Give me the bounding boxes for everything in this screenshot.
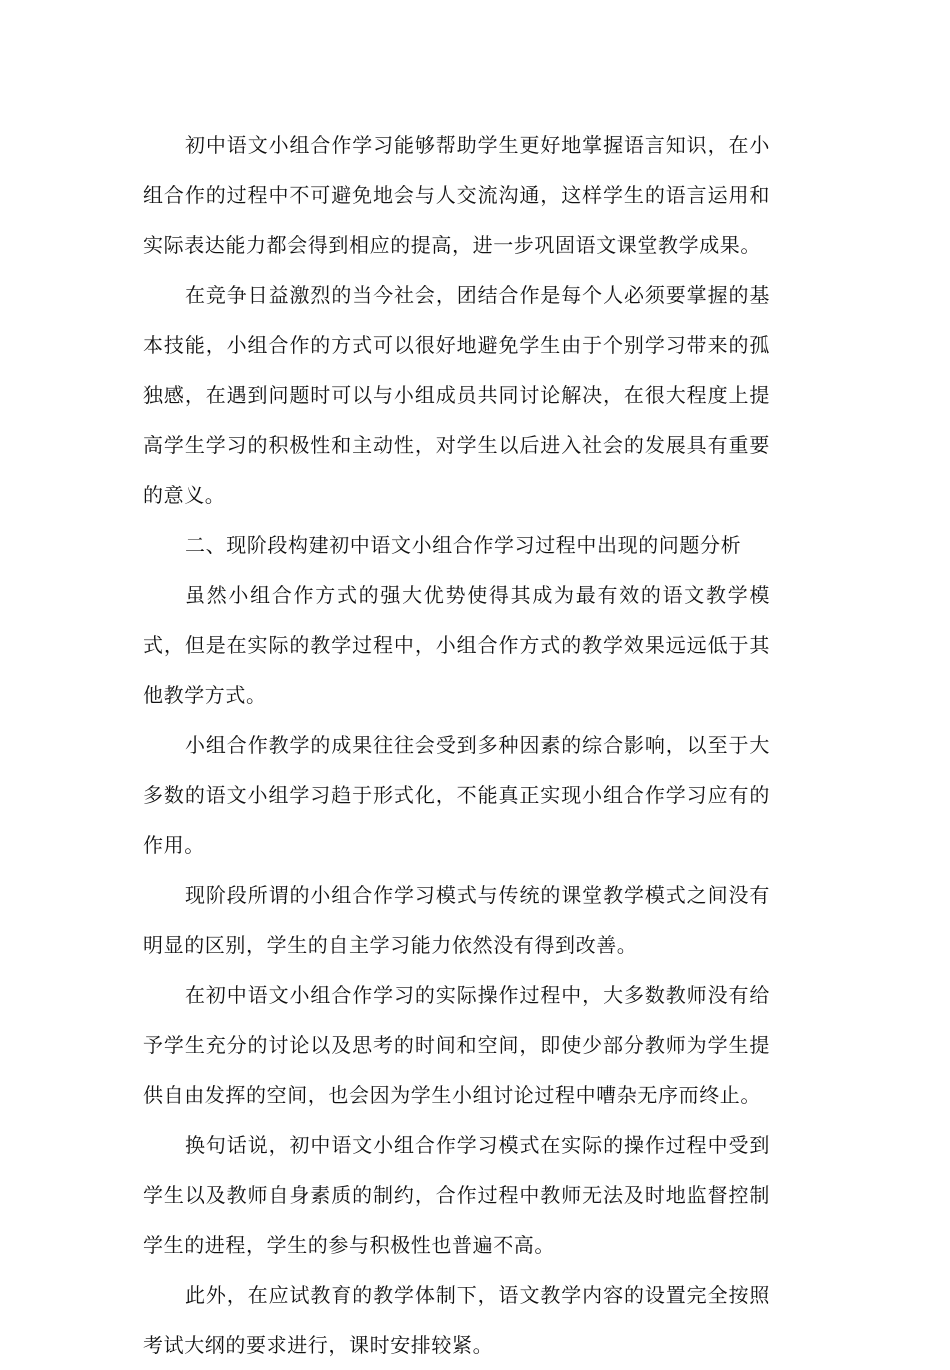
section-heading: 二、现阶段构建初中语文小组合作学习过程中出现的问题分析 bbox=[185, 533, 742, 557]
paragraph-3: 虽然小组合作方式的强大优势使得其成为最有效的语文教学模式，但是在实际的教学过程中，小组合作方式的教学效果远远低于其他教学方式。 bbox=[143, 583, 770, 707]
paragraph-8: 此外，在应试教育的教学体制下，语文教学内容的设置完全按照考试大纲的要求进行，课时安排较紧。 bbox=[143, 1283, 770, 1357]
paragraph-4: 小组合作教学的成果往往会受到多种因素的综合影响，以至于大多数的语文小组学习趋于形式化，不能真正实现小组合作学习应有的作用。 bbox=[143, 733, 770, 857]
paragraph-6: 在初中语文小组合作学习的实际操作过程中，大多数教师没有给予学生充分的讨论以及思考的时间和空间，即使少部分教师为学生提供自由发挥的空间，也会因为学生小组讨论过程中嘈杂无序而终止。 bbox=[143, 983, 770, 1107]
paragraph-5: 现阶段所谓的小组合作学习模式与传统的课堂教学模式之间没有明显的区别，学生的自主学习能力依然没有得到改善。 bbox=[143, 883, 770, 957]
paragraph-2: 在竞争日益激烈的当今社会，团结合作是每个人必须要掌握的基本技能，小组合作的方式可以很好地避免学生由于个别学习带来的孤独感，在遇到问题时可以与小组成员共同讨论解决，在很大程度上提高学生学习的积极性和主动性，对学生以后进入社会的发展具有重要的意义。 bbox=[143, 283, 770, 507]
paragraph-1: 初中语文小组合作学习能够帮助学生更好地掌握语言知识，在小组合作的过程中不可避免地会与人交流沟通，这样学生的语言运用和实际表达能力都会得到相应的提高，进一步巩固语文课堂教学成果。 bbox=[143, 133, 770, 257]
paragraph-7: 换句话说，初中语文小组合作学习模式在实际的操作过程中受到学生以及教师自身素质的制约，合作过程中教师无法及时地监督控制学生的进程，学生的参与积极性也普遍不高。 bbox=[143, 1133, 770, 1257]
